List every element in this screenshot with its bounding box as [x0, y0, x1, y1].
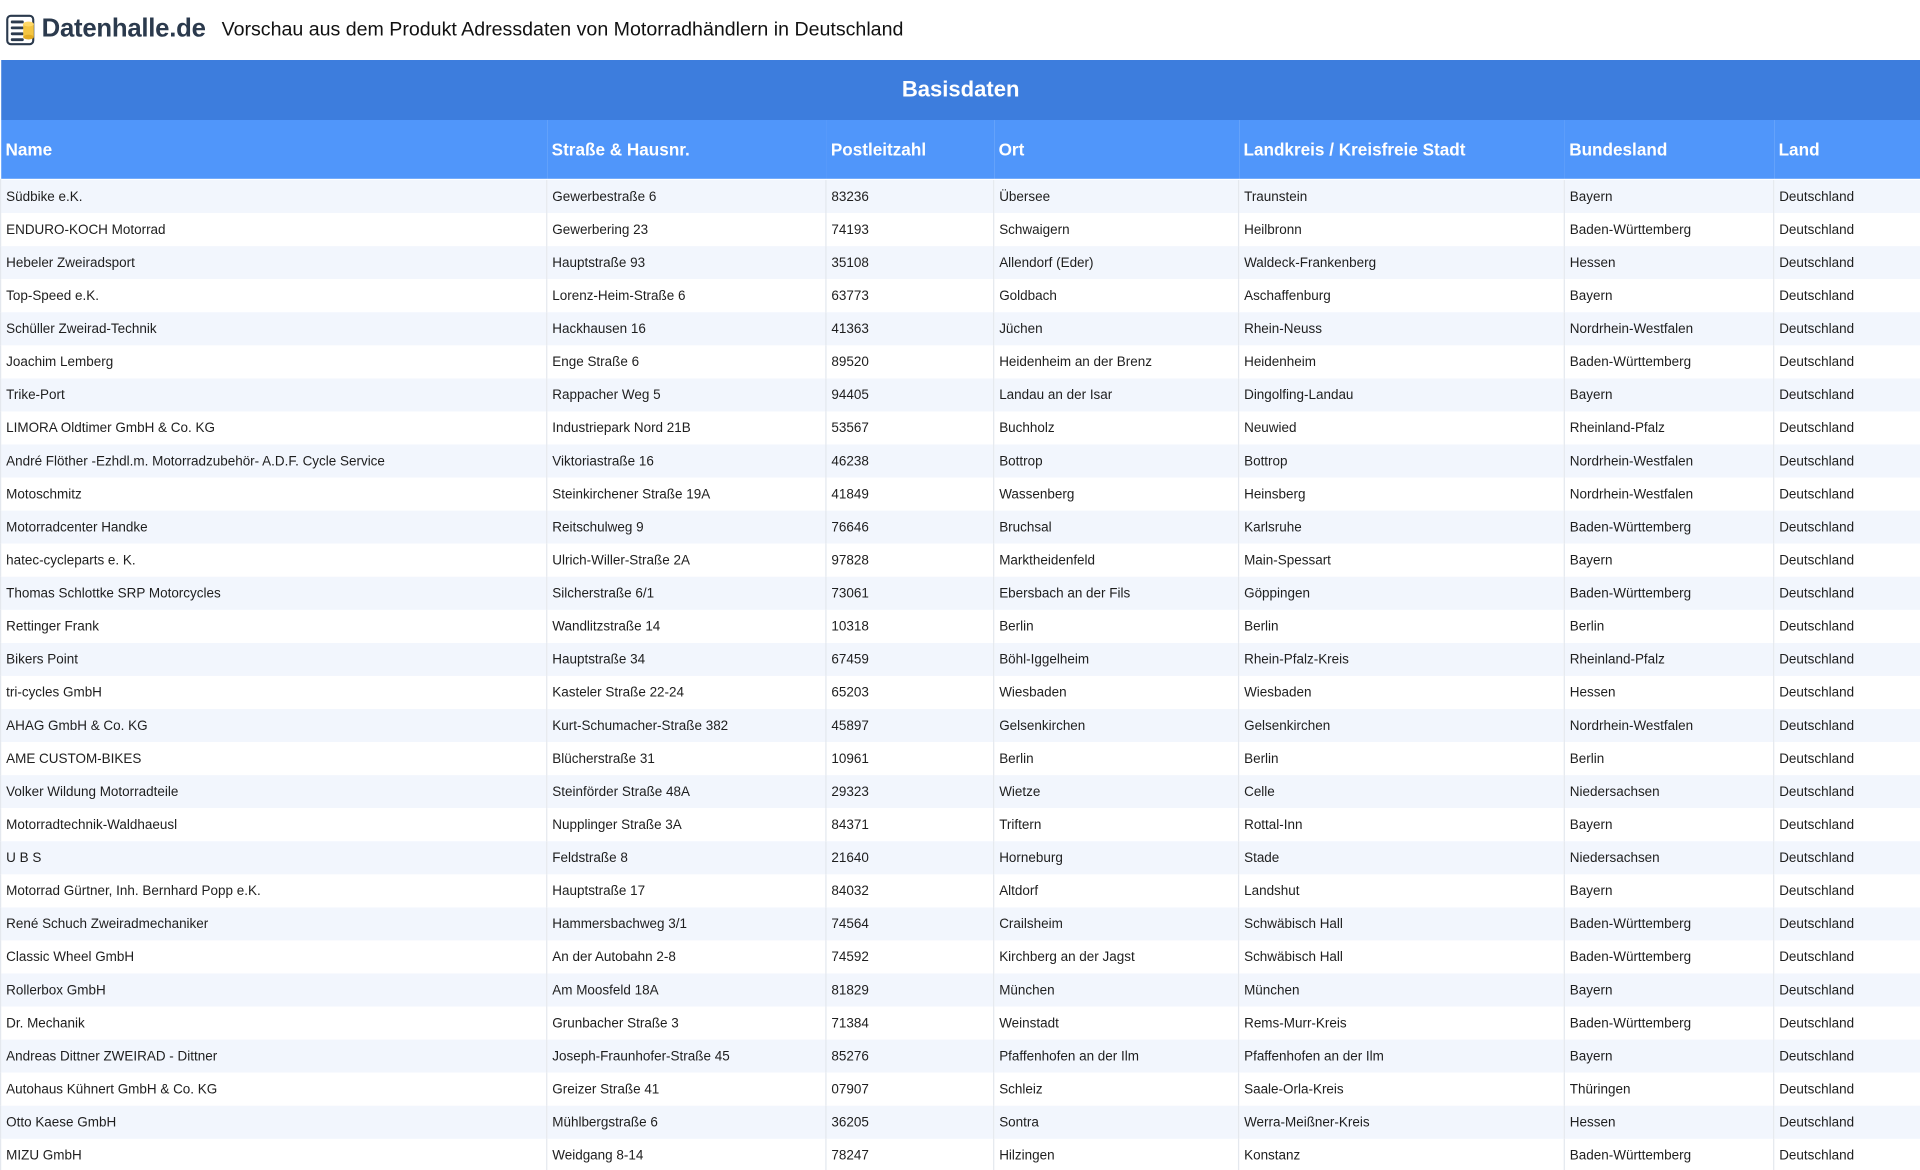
cell-state: Berlin: [1564, 742, 1773, 775]
table-row: [1, 1007, 1920, 1040]
cell-street: Silcherstraße 6/1: [547, 577, 826, 610]
cell-postal-code: 10961: [826, 742, 994, 775]
cell-district: Waldeck-Frankenberg: [1239, 246, 1565, 279]
cell-state: Bayern: [1564, 874, 1773, 907]
cell-postal-code: 53567: [826, 411, 994, 444]
cell-state: Bayern: [1564, 279, 1773, 312]
cell-country: Deutschland: [1774, 940, 1920, 973]
cell-postal-code: 36205: [826, 1106, 994, 1139]
table-row: [1, 345, 1920, 378]
cell-street: Rappacher Weg 5: [547, 378, 826, 411]
cell-city: Bottrop: [994, 444, 1239, 477]
cell-city: Marktheidenfeld: [994, 544, 1239, 577]
cell-street: Hammersbachweg 3/1: [547, 907, 826, 940]
site-logo[interactable]: [5, 13, 206, 46]
table-row: [1, 940, 1920, 973]
cell-street: An der Autobahn 2-8: [547, 940, 826, 973]
cell-state: Bayern: [1564, 808, 1773, 841]
table-row: [1, 742, 1920, 775]
column-header-name: Name: [1, 120, 547, 179]
cell-city: Triftern: [994, 808, 1239, 841]
cell-state: Baden-Württemberg: [1564, 1007, 1773, 1040]
cell-country: Deutschland: [1774, 378, 1920, 411]
table-row: [1, 907, 1920, 940]
table-row: [1, 444, 1920, 477]
cell-district: Pfaffenhofen an der Ilm: [1239, 1040, 1565, 1073]
table-row: [1, 180, 1920, 213]
cell-city: Horneburg: [994, 841, 1239, 874]
cell-street: Kurt-Schumacher-Straße 382: [547, 709, 826, 742]
cell-postal-code: 41363: [826, 312, 994, 345]
cell-city: Sontra: [994, 1106, 1239, 1139]
cell-country: Deutschland: [1774, 511, 1920, 544]
table-row: [1, 478, 1920, 511]
cell-name: ENDURO-KOCH Motorrad: [1, 213, 547, 246]
cell-district: Berlin: [1239, 610, 1565, 643]
cell-state: Nordrhein-Westfalen: [1564, 444, 1773, 477]
cell-district: Göppingen: [1239, 577, 1565, 610]
cell-state: Rheinland-Pfalz: [1564, 643, 1773, 676]
column-header-postal-code: Postleitzahl: [826, 120, 994, 179]
cell-district: Wiesbaden: [1239, 676, 1565, 709]
cell-postal-code: 63773: [826, 279, 994, 312]
cell-postal-code: 89520: [826, 345, 994, 378]
table-row: [1, 312, 1920, 345]
cell-street: Hauptstraße 17: [547, 874, 826, 907]
cell-state: Baden-Württemberg: [1564, 940, 1773, 973]
cell-name: Classic Wheel GmbH: [1, 940, 547, 973]
cell-name: Motorradtechnik-Waldhaeusl: [1, 808, 547, 841]
cell-district: Bottrop: [1239, 444, 1565, 477]
cell-district: Berlin: [1239, 742, 1565, 775]
cell-country: Deutschland: [1774, 1073, 1920, 1106]
cell-name: U B S: [1, 841, 547, 874]
cell-street: Joseph-Fraunhofer-Straße 45: [547, 1040, 826, 1073]
cell-district: Schwäbisch Hall: [1239, 907, 1565, 940]
cell-city: Landau an der Isar: [994, 378, 1239, 411]
cell-state: Baden-Württemberg: [1564, 577, 1773, 610]
table-row: [1, 411, 1920, 444]
cell-state: Baden-Württemberg: [1564, 345, 1773, 378]
table-body: [1, 179, 1920, 1170]
cell-state: Bayern: [1564, 544, 1773, 577]
table-row: [1, 841, 1920, 874]
cell-name: Rollerbox GmbH: [1, 973, 547, 1006]
cell-postal-code: 84032: [826, 874, 994, 907]
cell-state: Hessen: [1564, 676, 1773, 709]
cell-postal-code: 73061: [826, 577, 994, 610]
table-row: [1, 1106, 1920, 1139]
cell-district: Main-Spessart: [1239, 544, 1565, 577]
cell-postal-code: 83236: [826, 180, 994, 213]
cell-name: tri-cycles GmbH: [1, 676, 547, 709]
cell-district: Rhein-Pfalz-Kreis: [1239, 643, 1565, 676]
cell-country: Deutschland: [1774, 610, 1920, 643]
section-header-row: [1, 60, 1920, 120]
cell-street: Greizer Straße 41: [547, 1073, 826, 1106]
cell-city: Wassenberg: [994, 478, 1239, 511]
cell-city: Wiesbaden: [994, 676, 1239, 709]
cell-postal-code: 74592: [826, 940, 994, 973]
cell-district: Gelsenkirchen: [1239, 709, 1565, 742]
cell-state: Hessen: [1564, 246, 1773, 279]
table-row: [1, 1040, 1920, 1073]
cell-district: Heilbronn: [1239, 213, 1565, 246]
cell-postal-code: 74193: [826, 213, 994, 246]
cell-name: Dr. Mechanik: [1, 1007, 547, 1040]
cell-country: Deutschland: [1774, 213, 1920, 246]
page-title: Vorschau aus dem Produkt Adressdaten von Motorradhändlern in Deutschland: [221, 18, 904, 40]
table-row: [1, 511, 1920, 544]
cell-name: Motoschmitz: [1, 478, 547, 511]
cell-state: Baden-Württemberg: [1564, 511, 1773, 544]
cell-district: Dingolfing-Landau: [1239, 378, 1565, 411]
cell-name: André Flöther -Ezhdl.m. Motorradzubehör- A.D.F. Cycle Service: [1, 444, 547, 477]
cell-street: Hauptstraße 34: [547, 643, 826, 676]
cell-state: Thüringen: [1564, 1073, 1773, 1106]
cell-country: Deutschland: [1774, 973, 1920, 1006]
cell-country: Deutschland: [1774, 643, 1920, 676]
section-title: Basisdaten: [1, 60, 1920, 120]
table-row: [1, 544, 1920, 577]
cell-city: Berlin: [994, 742, 1239, 775]
data-table: [0, 60, 1920, 1170]
cell-country: Deutschland: [1774, 345, 1920, 378]
cell-country: Deutschland: [1774, 544, 1920, 577]
logo-text: Datenhalle.de: [41, 14, 206, 43]
cell-country: Deutschland: [1774, 907, 1920, 940]
cell-state: Hessen: [1564, 1106, 1773, 1139]
cell-district: Rhein-Neuss: [1239, 312, 1565, 345]
cell-city: Ebersbach an der Fils: [994, 577, 1239, 610]
cell-postal-code: 74564: [826, 907, 994, 940]
table-row: [1, 577, 1920, 610]
table-row: [1, 709, 1920, 742]
table-row: [1, 775, 1920, 808]
cell-country: Deutschland: [1774, 411, 1920, 444]
cell-state: Bayern: [1564, 180, 1773, 213]
cell-name: Motorrad Gürtner, Inh. Bernhard Popp e.K.: [1, 874, 547, 907]
cell-city: Crailsheim: [994, 907, 1239, 940]
table-row: [1, 1073, 1920, 1106]
cell-street: Lorenz-Heim-Straße 6: [547, 279, 826, 312]
cell-state: Baden-Württemberg: [1564, 907, 1773, 940]
cell-city: Allendorf (Eder): [994, 246, 1239, 279]
cell-country: Deutschland: [1774, 775, 1920, 808]
cell-city: Übersee: [994, 180, 1239, 213]
cell-country: Deutschland: [1774, 478, 1920, 511]
cell-country: Deutschland: [1774, 874, 1920, 907]
cell-postal-code: 46238: [826, 444, 994, 477]
cell-postal-code: 65203: [826, 676, 994, 709]
cell-name: Joachim Lemberg: [1, 345, 547, 378]
cell-name: Schüller Zweirad-Technik: [1, 312, 547, 345]
cell-street: Reitschulweg 9: [547, 511, 826, 544]
table-row: [1, 874, 1920, 907]
cell-postal-code: 81829: [826, 973, 994, 1006]
cell-street: Grunbacher Straße 3: [547, 1007, 826, 1040]
cell-name: Andreas Dittner ZWEIRAD - Dittner: [1, 1040, 547, 1073]
cell-street: Enge Straße 6: [547, 345, 826, 378]
cell-street: Am Moosfeld 18A: [547, 973, 826, 1006]
cell-name: Top-Speed e.K.: [1, 279, 547, 312]
cell-district: München: [1239, 973, 1565, 1006]
cell-country: Deutschland: [1774, 1106, 1920, 1139]
cell-street: Feldstraße 8: [547, 841, 826, 874]
cell-street: Steinkirchener Straße 19A: [547, 478, 826, 511]
cell-district: Heidenheim: [1239, 345, 1565, 378]
table-row: [1, 973, 1920, 1006]
cell-name: hatec-cycleparts e. K.: [1, 544, 547, 577]
column-header-country: Land: [1774, 120, 1920, 179]
cell-district: Rems-Murr-Kreis: [1239, 1007, 1565, 1040]
cell-postal-code: 21640: [826, 841, 994, 874]
cell-postal-code: 71384: [826, 1007, 994, 1040]
cell-city: Goldbach: [994, 279, 1239, 312]
cell-postal-code: 78247: [826, 1139, 994, 1170]
cell-district: Schwäbisch Hall: [1239, 940, 1565, 973]
table-row: [1, 246, 1920, 279]
table-row: [1, 1139, 1920, 1170]
cell-postal-code: 07907: [826, 1073, 994, 1106]
cell-city: Pfaffenhofen an der Ilm: [994, 1040, 1239, 1073]
table-row: [1, 808, 1920, 841]
cell-name: LIMORA Oldtimer GmbH & Co. KG: [1, 411, 547, 444]
table-row: [1, 279, 1920, 312]
cell-name: AHAG GmbH & Co. KG: [1, 709, 547, 742]
cell-state: Bayern: [1564, 973, 1773, 1006]
cell-street: Kasteler Straße 22-24: [547, 676, 826, 709]
cell-street: Gewerbering 23: [547, 213, 826, 246]
database-logo-icon: [5, 13, 38, 46]
cell-country: Deutschland: [1774, 808, 1920, 841]
cell-state: Bayern: [1564, 378, 1773, 411]
cell-state: Nordrhein-Westfalen: [1564, 478, 1773, 511]
cell-state: Niedersachsen: [1564, 775, 1773, 808]
column-header-city: Ort: [994, 120, 1239, 179]
cell-country: Deutschland: [1774, 577, 1920, 610]
cell-country: Deutschland: [1774, 1139, 1920, 1170]
cell-postal-code: 35108: [826, 246, 994, 279]
cell-city: Altdorf: [994, 874, 1239, 907]
cell-city: München: [994, 973, 1239, 1006]
cell-postal-code: 97828: [826, 544, 994, 577]
cell-city: Wietze: [994, 775, 1239, 808]
cell-state: Niedersachsen: [1564, 841, 1773, 874]
cell-country: Deutschland: [1774, 312, 1920, 345]
table-row: [1, 378, 1920, 411]
cell-name: Hebeler Zweiradsport: [1, 246, 547, 279]
cell-street: Hackhausen 16: [547, 312, 826, 345]
cell-district: Celle: [1239, 775, 1565, 808]
cell-district: Aschaffenburg: [1239, 279, 1565, 312]
cell-name: Autohaus Kühnert GmbH & Co. KG: [1, 1073, 547, 1106]
cell-city: Bruchsal: [994, 511, 1239, 544]
cell-postal-code: 29323: [826, 775, 994, 808]
cell-name: Motorradcenter Handke: [1, 511, 547, 544]
cell-country: Deutschland: [1774, 841, 1920, 874]
cell-country: Deutschland: [1774, 709, 1920, 742]
cell-name: Otto Kaese GmbH: [1, 1106, 547, 1139]
column-header-row: [1, 120, 1920, 179]
cell-district: Konstanz: [1239, 1139, 1565, 1170]
cell-city: Gelsenkirchen: [994, 709, 1239, 742]
cell-state: Berlin: [1564, 610, 1773, 643]
cell-postal-code: 76646: [826, 511, 994, 544]
cell-postal-code: 45897: [826, 709, 994, 742]
cell-street: Viktoriastraße 16: [547, 444, 826, 477]
cell-street: Gewerbestraße 6: [547, 180, 826, 213]
cell-state: Nordrhein-Westfalen: [1564, 709, 1773, 742]
cell-state: Nordrhein-Westfalen: [1564, 312, 1773, 345]
cell-name: MIZU GmbH: [1, 1139, 547, 1170]
cell-name: René Schuch Zweiradmechaniker: [1, 907, 547, 940]
cell-state: Baden-Württemberg: [1564, 213, 1773, 246]
table-row: [1, 610, 1920, 643]
cell-district: Heinsberg: [1239, 478, 1565, 511]
cell-street: Industriepark Nord 21B: [547, 411, 826, 444]
cell-city: Buchholz: [994, 411, 1239, 444]
cell-name: Bikers Point: [1, 643, 547, 676]
cell-country: Deutschland: [1774, 279, 1920, 312]
column-header-district: Landkreis / Kreisfreie Stadt: [1239, 120, 1565, 179]
cell-street: Nupplinger Straße 3A: [547, 808, 826, 841]
cell-city: Heidenheim an der Brenz: [994, 345, 1239, 378]
cell-district: Saale-Orla-Kreis: [1239, 1073, 1565, 1106]
cell-country: Deutschland: [1774, 676, 1920, 709]
cell-district: Karlsruhe: [1239, 511, 1565, 544]
cell-street: Steinförder Straße 48A: [547, 775, 826, 808]
cell-street: Blücherstraße 31: [547, 742, 826, 775]
cell-street: Ulrich-Willer-Straße 2A: [547, 544, 826, 577]
cell-city: Hilzingen: [994, 1139, 1239, 1170]
cell-city: Jüchen: [994, 312, 1239, 345]
cell-country: Deutschland: [1774, 1040, 1920, 1073]
cell-postal-code: 10318: [826, 610, 994, 643]
top-bar: [0, 0, 1920, 59]
cell-city: Schwaigern: [994, 213, 1239, 246]
cell-name: Volker Wildung Motorradteile: [1, 775, 547, 808]
cell-postal-code: 85276: [826, 1040, 994, 1073]
cell-city: Böhl-Iggelheim: [994, 643, 1239, 676]
cell-district: Traunstein: [1239, 180, 1565, 213]
cell-city: Weinstadt: [994, 1007, 1239, 1040]
cell-state: Bayern: [1564, 1040, 1773, 1073]
cell-state: Baden-Württemberg: [1564, 1139, 1773, 1170]
cell-country: Deutschland: [1774, 444, 1920, 477]
cell-district: Werra-Meißner-Kreis: [1239, 1106, 1565, 1139]
cell-name: AME CUSTOM-BIKES: [1, 742, 547, 775]
table-row: [1, 213, 1920, 246]
cell-street: Weidgang 8-14: [547, 1139, 826, 1170]
cell-street: Mühlbergstraße 6: [547, 1106, 826, 1139]
cell-name: Rettinger Frank: [1, 610, 547, 643]
cell-district: Stade: [1239, 841, 1565, 874]
cell-district: Rottal-Inn: [1239, 808, 1565, 841]
cell-city: Schleiz: [994, 1073, 1239, 1106]
cell-postal-code: 94405: [826, 378, 994, 411]
cell-name: Trike-Port: [1, 378, 547, 411]
cell-district: Neuwied: [1239, 411, 1565, 444]
cell-street: Wandlitzstraße 14: [547, 610, 826, 643]
cell-state: Rheinland-Pfalz: [1564, 411, 1773, 444]
cell-name: Thomas Schlottke SRP Motorcycles: [1, 577, 547, 610]
column-header-state: Bundesland: [1564, 120, 1773, 179]
cell-country: Deutschland: [1774, 246, 1920, 279]
cell-postal-code: 67459: [826, 643, 994, 676]
cell-city: Kirchberg an der Jagst: [994, 940, 1239, 973]
column-header-street: Straße & Hausnr.: [547, 120, 826, 179]
table-row: [1, 643, 1920, 676]
cell-city: Berlin: [994, 610, 1239, 643]
table-row: [1, 676, 1920, 709]
cell-street: Hauptstraße 93: [547, 246, 826, 279]
cell-postal-code: 84371: [826, 808, 994, 841]
cell-country: Deutschland: [1774, 1007, 1920, 1040]
cell-country: Deutschland: [1774, 742, 1920, 775]
cell-district: Landshut: [1239, 874, 1565, 907]
cell-postal-code: 41849: [826, 478, 994, 511]
cell-name: Südbike e.K.: [1, 180, 547, 213]
cell-country: Deutschland: [1774, 180, 1920, 213]
